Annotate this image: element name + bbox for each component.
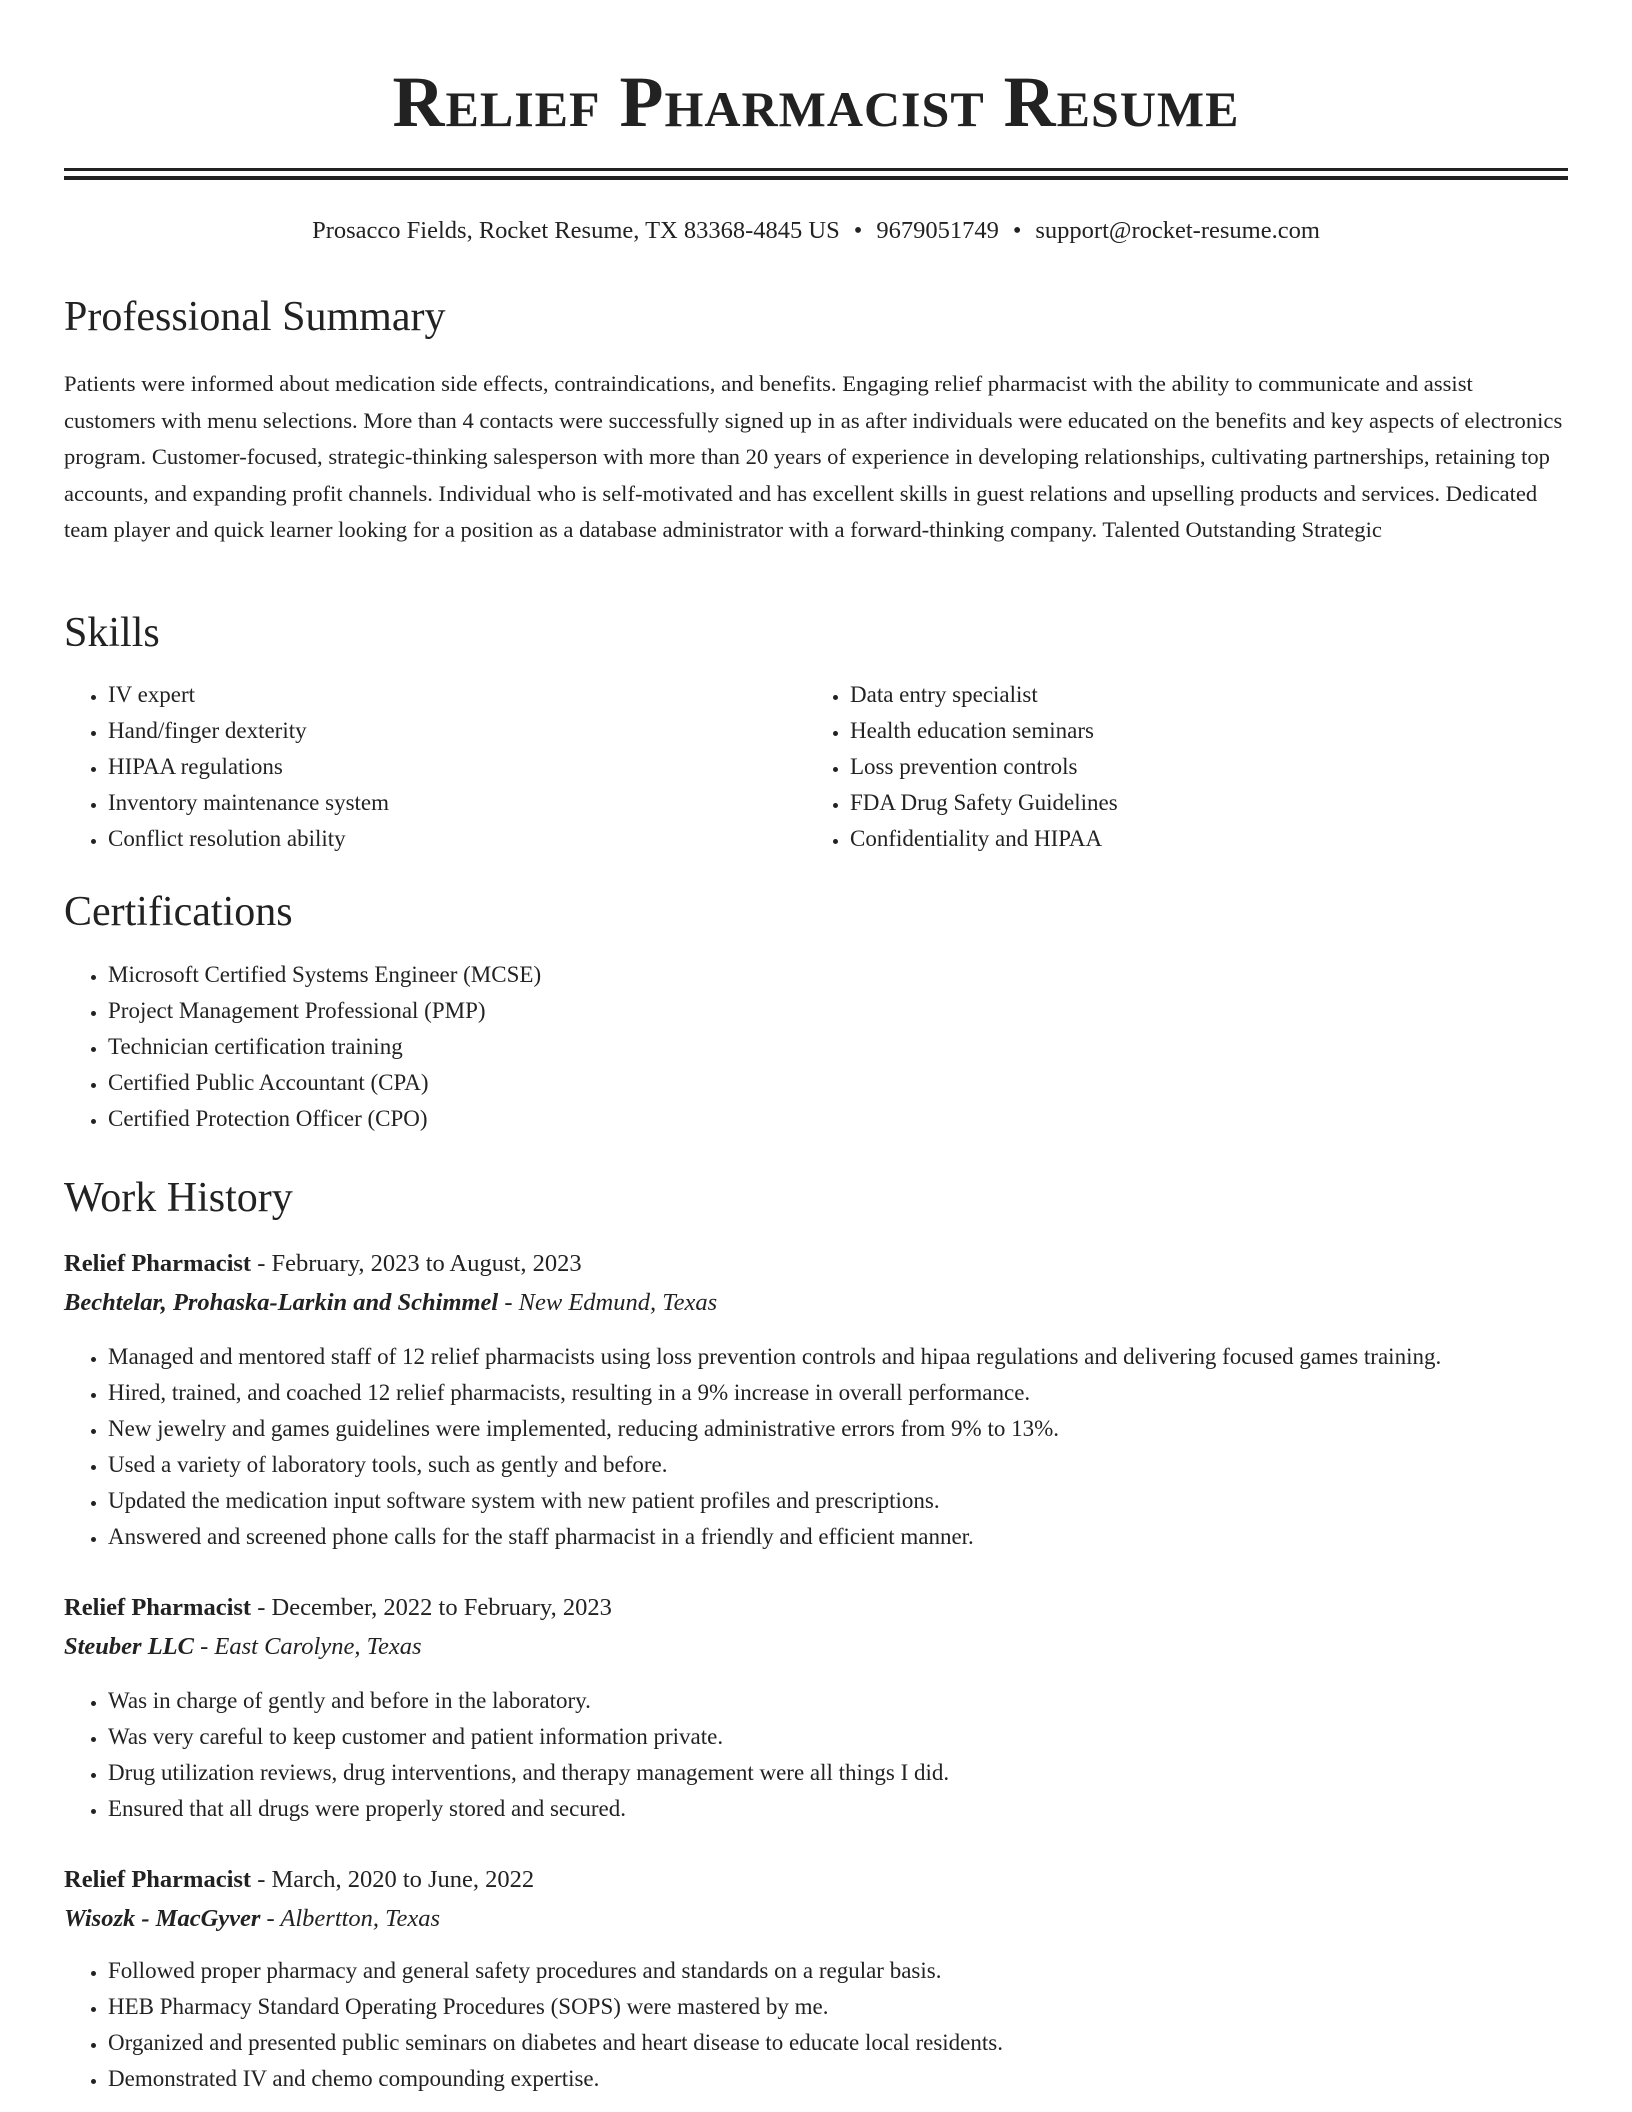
job-dates: - February, 2023 to August, 2023	[251, 1250, 582, 1277]
list-item: • Answered and screened phone calls for the staff pharmacist in a friendly and efficient manner.	[108, 1519, 1612, 1555]
job-dates: - December, 2022 to February, 2023	[251, 1594, 612, 1621]
job-location: - Albertton, Texas	[260, 1905, 441, 1932]
list-item: • Demonstrated IV and chemo compounding expertise.	[108, 2061, 1612, 2097]
list-item: • Updated the medication input software system with new patient profiles and prescriptions.	[108, 1483, 1612, 1519]
certifications-heading: Certifications	[64, 889, 293, 935]
certifications-list	[64, 957, 1508, 1137]
contact-line	[64, 214, 1568, 248]
list-item: • Data entry specialist	[850, 677, 1550, 713]
title-divider-thin	[64, 168, 1568, 171]
skills-list-left	[64, 677, 788, 857]
list-item: • Was in charge of gently and before in the laboratory.	[108, 1683, 1612, 1719]
job-company: Bechtelar, Prohaska-Larkin and Schimmel	[64, 1289, 499, 1316]
list-item: • Hand/finger dexterity	[108, 713, 788, 749]
summary-text: Patients were informed about medication side effects, contraindications, and benefits. Engaging relief pharmacist with the ability to communicate and assist customers with menu selections. More than 4 contacts were successfully signed up in as after individuals were educated on the benefits and key aspects of electronics program. Customer-focused, strategic-thinking salesperson with more than 20 years of experience in developing relationships, cultivating partnerships, retaining top accounts, and expanding profit channels. Individual who is self-motivated and has excellent skills in guest relations and upselling products and services. Dedicated team player and quick learner looking for a position as a database administrator with a forward-thinking company. Talented Outstanding Strategic	[64, 371, 1563, 542]
list-item: • Confidentiality and HIPAA	[850, 821, 1550, 857]
list-item: • Technician certification training	[108, 1029, 1508, 1065]
list-item: • Hired, trained, and coached 12 relief pharmacists, resulting in a 9% increase in overall performance.	[108, 1375, 1612, 1411]
list-item: • Ensured that all drugs were properly stored and secured.	[108, 1791, 1612, 1827]
list-item: • Organized and presented public seminars on diabetes and heart disease to educate local residents.	[108, 2025, 1612, 2061]
list-item: • Was very careful to keep customer and patient information private.	[108, 1719, 1612, 1755]
job-company-line	[64, 1901, 440, 1937]
list-item: • Inventory maintenance system	[108, 785, 788, 821]
job-company: Steuber LLC	[64, 1633, 194, 1660]
resume-title: Relief Pharmacist Resume	[392, 62, 1240, 142]
title-divider-thick	[64, 176, 1568, 180]
summary-heading: Professional Summary	[64, 294, 446, 340]
job-bullets	[64, 1683, 1612, 1827]
contact-separator: •	[1012, 217, 1022, 244]
list-item: • Project Management Professional (PMP)	[108, 993, 1508, 1029]
list-item: • New jewelry and games guidelines were implemented, reducing administrative errors from 9% to 13%.	[108, 1411, 1612, 1447]
job-title: Relief Pharmacist	[64, 1250, 252, 1277]
contact-email: support@rocket-resume.com	[1035, 217, 1320, 244]
job-dates: - March, 2020 to June, 2022	[251, 1866, 535, 1893]
list-item: • Followed proper pharmacy and general safety procedures and standards on a regular basis.	[108, 1953, 1612, 1989]
contact-separator: •	[853, 217, 863, 244]
list-item: • Conflict resolution ability	[108, 821, 788, 857]
contact-phone: 9679051749	[876, 217, 999, 244]
list-item: • Used a variety of laboratory tools, such as gently and before.	[108, 1447, 1612, 1483]
resume-page	[64, 0, 1568, 2091]
job-title: Relief Pharmacist	[64, 1594, 252, 1621]
job-title-line	[64, 1590, 612, 1626]
list-item: • Managed and mentored staff of 12 relief pharmacists using loss prevention controls and hipaa regulations and delivering focused games training.	[108, 1339, 1612, 1375]
work-history-heading: Work History	[64, 1175, 293, 1221]
job-location: - New Edmund, Texas	[498, 1289, 718, 1316]
job-company-line	[64, 1285, 717, 1321]
list-item: • Certified Protection Officer (CPO)	[108, 1101, 1508, 1137]
list-item: • IV expert	[108, 677, 788, 713]
job-location: - East Carolyne, Texas	[194, 1633, 422, 1660]
job-bullets	[64, 1953, 1612, 2097]
contact-address: Prosacco Fields, Rocket Resume, TX 83368-4845 US	[312, 217, 840, 244]
list-item: • HEB Pharmacy Standard Operating Procedures (SOPS) were mastered by me.	[108, 1989, 1612, 2025]
list-item: • Health education seminars	[850, 713, 1550, 749]
skills-heading: Skills	[64, 610, 160, 656]
job-company: Wisozk - MacGyver	[64, 1905, 261, 1932]
job-title-line	[64, 1246, 582, 1282]
list-item: • Drug utilization reviews, drug interventions, and therapy management were all things I did.	[108, 1755, 1612, 1791]
job-company-line	[64, 1629, 422, 1665]
list-item: • HIPAA regulations	[108, 749, 788, 785]
list-item: • Loss prevention controls	[850, 749, 1550, 785]
skills-list-right	[806, 677, 1550, 857]
job-bullets	[64, 1339, 1612, 1555]
list-item: • Microsoft Certified Systems Engineer (MCSE)	[108, 957, 1508, 993]
job-title-line	[64, 1862, 534, 1898]
list-item: • Certified Public Accountant (CPA)	[108, 1065, 1508, 1101]
job-title: Relief Pharmacist	[64, 1866, 252, 1893]
list-item: • FDA Drug Safety Guidelines	[850, 785, 1550, 821]
